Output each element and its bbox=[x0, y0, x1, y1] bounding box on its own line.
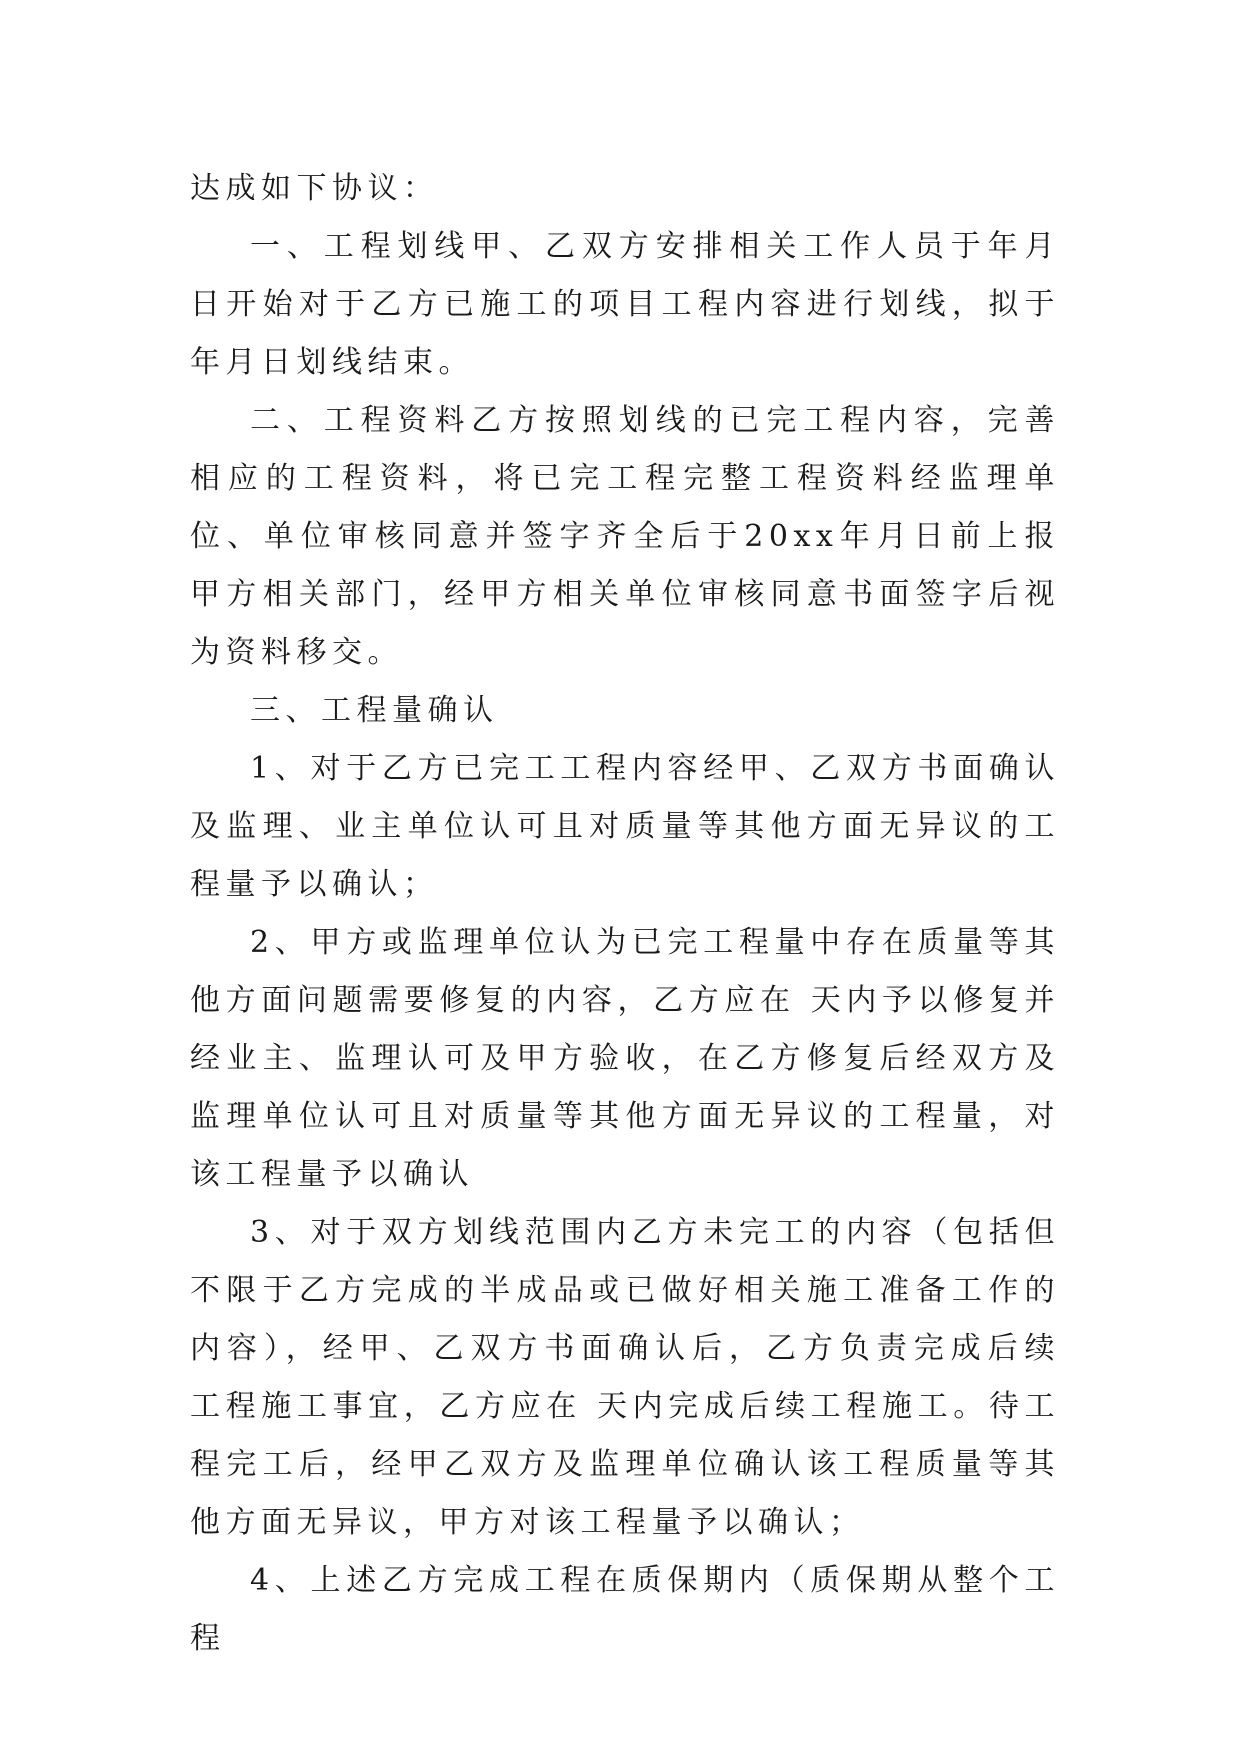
paragraph-clause-3-item-2: 2、甲方或监理单位认为已完工程量中存在质量等其他方面问题需要修复的内容，乙方应在 天内予以修复并经业主、监理认可及甲方验收，在乙方修复后经双方及监理单位认可且对质量等其他方面无异议的工程量，对该工程量予以确认 bbox=[190, 925, 1060, 1192]
paragraph-intro: 达成如下协议： bbox=[190, 171, 439, 206]
paragraph-clause-3-item-3: 3、对于双方划线范围内乙方未完工的内容（包括但不限于乙方完成的半成品或已做好相关施工准备工作的内容），经甲、乙双方书面确认后，乙方负责完成后续工程施工事宜，乙方应在 天内完成后续工程施工。待工程完工后，经甲乙双方及监理单位确认该工程质量等其他方面无异议，甲方对该工程量予以确认； bbox=[190, 1215, 1060, 1540]
paragraph-clause-3-item-4: 4、上述乙方完成工程在质保期内（质保期从整个工程 bbox=[190, 1563, 1060, 1656]
paragraph-clause-1: 一、工程划线甲、乙双方安排相关工作人员于年月日开始对于乙方已施工的项目工程内容进行划线，拟于年月日划线结束。 bbox=[190, 229, 1060, 380]
paragraph-clause-2: 二、工程资料乙方按照划线的已完工程内容，完善相应的工程资料，将已完工程完整工程资料经监理单位、单位审核同意并签字齐全后于20xx年月日前上报甲方相关部门，经甲方相关单位审核同意书面签字后视为资料移交。 bbox=[190, 403, 1060, 670]
paragraph-clause-3-item-1: 1、对于乙方已完工工程内容经甲、乙双方书面确认及监理、业主单位认可且对质量等其他方面无异议的工程量予以确认； bbox=[190, 751, 1060, 902]
document-body bbox=[190, 160, 1060, 1668]
paragraph-clause-3-heading: 三、工程量确认 bbox=[250, 693, 499, 728]
